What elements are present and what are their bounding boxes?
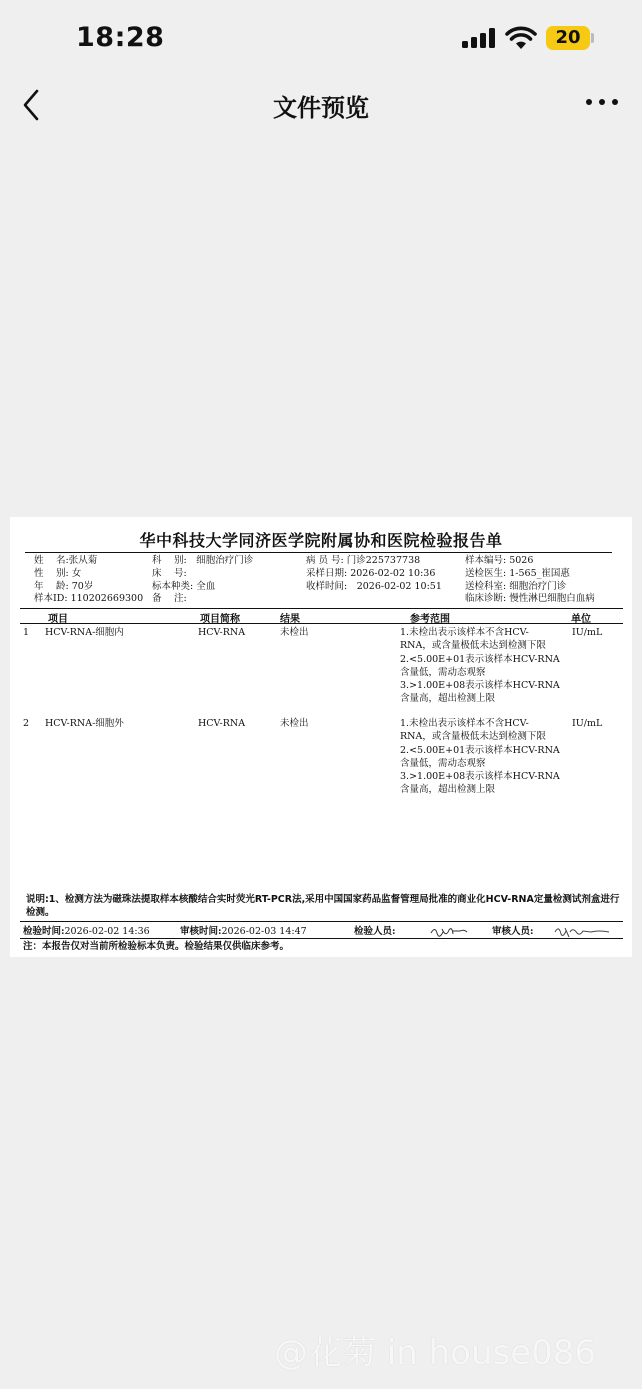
- col-abbr: 项目简称: [200, 614, 240, 625]
- battery-tip: [591, 33, 594, 43]
- row-1-ref-2: 2.<5.00E+01表示该样本HCV-RNA含量低，需动态观察: [400, 653, 560, 678]
- more-options-icon[interactable]: [584, 94, 620, 110]
- tester-label: 检验人员:: [354, 926, 396, 937]
- row-2-unit: IU/mL: [572, 718, 603, 729]
- patient-name: 姓 名:张从菊: [34, 555, 98, 566]
- col-item: 项目: [48, 614, 68, 625]
- status-bar: [0, 0, 642, 76]
- report-document[interactable]: [10, 517, 632, 957]
- col-result: 结果: [280, 614, 300, 625]
- patient-gender: 性 别: 女: [34, 568, 82, 579]
- review-time: [180, 926, 307, 938]
- page-title: 文件预览: [273, 94, 369, 122]
- cellular-signal-icon: [462, 28, 496, 48]
- status-time: 18:28: [76, 22, 165, 53]
- header-top-rule: [20, 608, 623, 609]
- test-time: [23, 926, 150, 938]
- row-2-ref-3: 3.>1.00E+08表示该样本HCV-RNA含量高，超出检测上限: [400, 771, 560, 796]
- row-2-item: HCV-RNA-细胞外: [45, 718, 124, 729]
- row-1-abbr: HCV-RNA: [198, 627, 246, 638]
- watermark-text: @花菊 in house086: [274, 1333, 597, 1373]
- row-1-item: HCV-RNA-细胞内: [45, 627, 124, 638]
- reviewer-label: 审核人员:: [492, 926, 534, 937]
- row-2-ref-1: 1.未检出表示该样本不含HCV-RNA，或含量极低未达到检测下限: [400, 718, 546, 743]
- specimen-type: 标本种类: 全血: [152, 581, 216, 592]
- row-1-ref-3: 3.>1.00E+08表示该样本HCV-RNA含量高，超出检测上限: [400, 680, 560, 705]
- row-2-result: 未检出: [280, 718, 309, 729]
- footer-top-rule: [20, 921, 623, 922]
- row-2-ref-2: 2.<5.00E+01表示该样本HCV-RNA含量低，需动态观察: [400, 744, 560, 769]
- row-1-unit: IU/mL: [572, 627, 603, 638]
- nav-bar: [0, 76, 642, 134]
- review-time-label: 审核时间:: [180, 926, 222, 937]
- review-time-value: 2026-02-03 14:47: [221, 926, 307, 937]
- test-time-value: 2026-02-02 14:36: [64, 926, 150, 937]
- receive-time: 收样时间: 2026-02-02 10:51: [306, 581, 442, 592]
- collect-date: 采样日期: 2026-02-02 10:36: [306, 568, 436, 579]
- method-note: 说明:1、检测方法为磁珠法提取样本核酸结合实时荧光RT-PCR法,采用中国国家药品监督管理局批准的商业化HCV-RNA定量检测试剂盒进行检测。: [26, 894, 620, 918]
- row-2-reference: [400, 717, 560, 797]
- footer-bottom-rule: [20, 938, 623, 939]
- bed-number: 床 号:: [152, 568, 187, 579]
- row-2-number: 2: [23, 718, 30, 729]
- wifi-icon: [505, 26, 537, 50]
- row-1-reference: [400, 626, 560, 706]
- disclaimer: 注：本报告仅对当前所检验标本负责。检验结果仅供临床参考。: [23, 941, 290, 952]
- row-1-result: 未检出: [280, 627, 309, 638]
- diagnosis: 临床诊断: 慢性淋巴细胞白血病: [465, 593, 595, 604]
- department: 科 别: 细胞治疗门诊: [152, 555, 254, 566]
- battery-icon: 20: [546, 26, 590, 50]
- title-rule: [25, 552, 612, 553]
- test-time-label: 检验时间:: [23, 926, 65, 937]
- header-bottom-rule: [20, 623, 623, 624]
- record-number: 病 员 号: 门诊225737738: [306, 555, 421, 566]
- patient-age: 年 龄: 70岁: [34, 581, 94, 592]
- sample-id: 样本ID: 110202669300: [34, 593, 144, 604]
- col-reference: 参考范围: [410, 614, 450, 625]
- col-unit: 单位: [571, 614, 591, 625]
- report-title: 华中科技大学同济医学院附属协和医院检验报告单: [139, 531, 503, 550]
- row-2-abbr: HCV-RNA: [198, 718, 246, 729]
- remark: 备 注:: [152, 593, 187, 604]
- send-department: 送检科室: 细胞治疗门诊: [465, 581, 567, 592]
- row-1-ref-1: 1.未检出表示该样本不含HCV-RNA，或含量极低未达到检测下限: [400, 627, 546, 652]
- sample-number: 样本编号: 5026: [465, 555, 534, 566]
- row-1-number: 1: [23, 627, 30, 638]
- doctor: 送检医生: 1-565_崔国惠: [465, 568, 570, 579]
